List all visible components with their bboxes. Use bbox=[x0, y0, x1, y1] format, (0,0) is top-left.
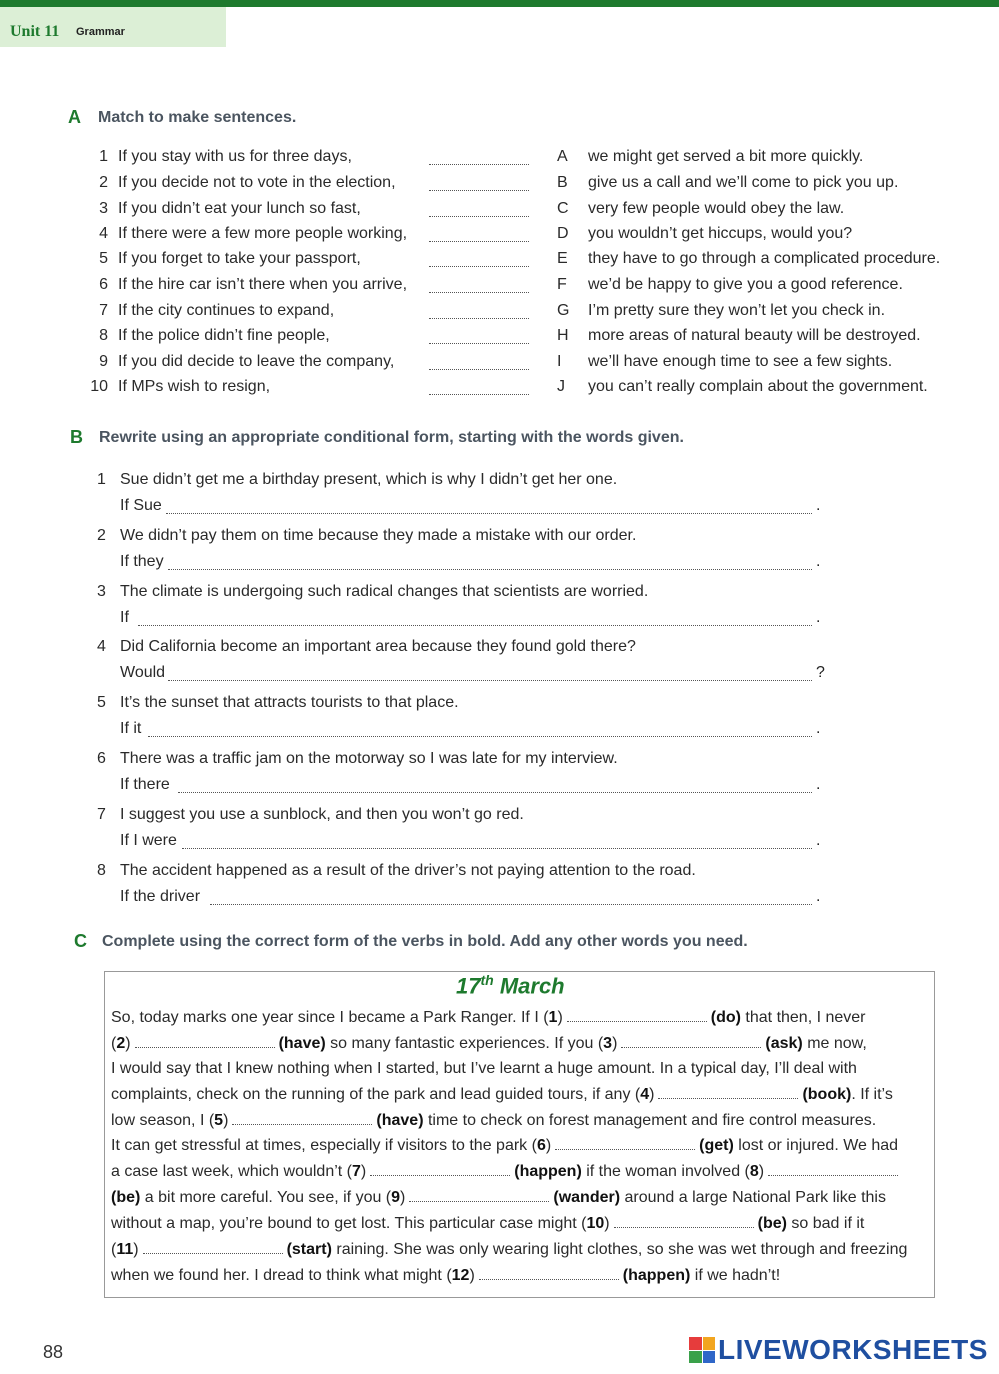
end-punctuation: . bbox=[816, 609, 821, 626]
option-text: you wouldn’t get hiccups, would you? bbox=[588, 225, 853, 242]
answer-blank[interactable] bbox=[429, 204, 529, 217]
item-number: 7 bbox=[97, 806, 106, 823]
brand-logo bbox=[689, 1334, 988, 1366]
item-number: 1 bbox=[97, 471, 106, 488]
match-sentence: If there were a few more people working, bbox=[118, 225, 408, 242]
answer-blank[interactable] bbox=[429, 254, 529, 267]
diary-line: So, today marks one year since I became a Park Ranger. If I (1) (do) that then, I never bbox=[111, 1009, 866, 1026]
match-sentence: If the police didn’t fine people, bbox=[118, 327, 330, 344]
option-text: more areas of natural beauty will be destroyed. bbox=[588, 327, 921, 344]
rewrite-start: If it bbox=[120, 720, 142, 737]
gap-6[interactable] bbox=[555, 1139, 695, 1150]
unit-label: Unit 11 bbox=[10, 23, 60, 40]
rewrite-answer-line[interactable] bbox=[148, 724, 812, 737]
rewrite-start: If they bbox=[120, 553, 164, 570]
rewrite-sentence: The climate is undergoing such radical changes that scientists are worried. bbox=[120, 583, 649, 600]
top-bar bbox=[0, 0, 999, 7]
diary-line: a case last week, which wouldn’t (7) (happen) if the woman involved (8) bbox=[111, 1163, 902, 1181]
page-number: 88 bbox=[43, 1342, 64, 1362]
rewrite-start: If I were bbox=[120, 832, 177, 849]
rewrite-sentence: Sue didn’t get me a birthday present, which is why I didn’t get her one. bbox=[120, 471, 618, 488]
end-punctuation: ? bbox=[816, 664, 825, 681]
diary-line: (2) (have) so many fantastic experiences. If you (3) (ask) me now, bbox=[111, 1035, 867, 1052]
answer-blank[interactable] bbox=[429, 229, 529, 242]
option-text: give us a call and we’ll come to pick you up. bbox=[588, 174, 899, 191]
option-text: you can’t really complain about the government. bbox=[588, 378, 928, 395]
diary-date: 17th March bbox=[456, 972, 565, 999]
item-number: 8 bbox=[97, 862, 106, 879]
item-number: 2 bbox=[99, 174, 108, 191]
gap-5[interactable] bbox=[232, 1114, 372, 1125]
gap-11[interactable] bbox=[143, 1243, 283, 1254]
option-text: we might get served a bit more quickly. bbox=[588, 148, 864, 165]
match-sentence: If you decide not to vote in the election, bbox=[118, 174, 396, 191]
match-sentence: If you did decide to leave the company, bbox=[118, 353, 395, 370]
item-number: 6 bbox=[97, 750, 106, 767]
item-number: 9 bbox=[99, 353, 108, 370]
gap-12[interactable] bbox=[479, 1269, 619, 1280]
item-number: 4 bbox=[99, 225, 108, 242]
item-number: 3 bbox=[99, 200, 108, 217]
diary-line: complaints, check on the running of the park and lead guided tours, if any (4) (book). If it’s bbox=[111, 1086, 893, 1103]
diary-line: without a map, you’re bound to get lost. This particular case might (10) (be) so bad if it bbox=[111, 1215, 865, 1232]
item-number: 5 bbox=[97, 694, 106, 711]
end-punctuation: . bbox=[816, 776, 821, 793]
answer-blank[interactable] bbox=[429, 382, 529, 395]
end-punctuation: . bbox=[816, 497, 821, 514]
item-number: 2 bbox=[97, 527, 106, 544]
option-text: we’d be happy to give you a good reference. bbox=[588, 276, 903, 293]
item-number: 4 bbox=[97, 638, 106, 655]
gap-9[interactable] bbox=[409, 1191, 549, 1202]
rewrite-sentence: It’s the sunset that attracts tourists to that place. bbox=[120, 694, 459, 711]
option-letter: D bbox=[557, 225, 569, 242]
match-sentence: If the city continues to expand, bbox=[118, 302, 335, 319]
rewrite-start: Would bbox=[120, 664, 166, 681]
match-sentence: If MPs wish to resign, bbox=[118, 378, 271, 395]
option-letter: B bbox=[557, 174, 568, 191]
liveworksheets-icon bbox=[689, 1337, 715, 1363]
answer-blank[interactable] bbox=[429, 178, 529, 191]
end-punctuation: . bbox=[816, 720, 821, 737]
section-c-letter: C bbox=[74, 931, 87, 951]
option-letter: A bbox=[557, 148, 568, 165]
rewrite-answer-line[interactable] bbox=[210, 892, 812, 905]
brand-name: LIVEWORKSHEETS bbox=[718, 1334, 988, 1365]
end-punctuation: . bbox=[816, 553, 821, 570]
rewrite-start: If the driver bbox=[120, 888, 201, 905]
rewrite-answer-line[interactable] bbox=[168, 557, 812, 570]
diary-line: (11) (start) raining. She was only wearing light clothes, so she was wet through and freezing bbox=[111, 1241, 908, 1258]
option-letter: G bbox=[557, 302, 570, 319]
diary-line: when we found her. I dread to think what might (12) (happen) if we hadn’t! bbox=[111, 1267, 781, 1284]
gap-4[interactable] bbox=[658, 1088, 798, 1099]
match-sentence: If you stay with us for three days, bbox=[118, 148, 352, 165]
rewrite-sentence: I suggest you use a sunblock, and then you won’t go red. bbox=[120, 806, 524, 823]
item-number: 1 bbox=[99, 148, 108, 165]
rewrite-start: If bbox=[120, 609, 129, 626]
diary-line: I would say that I knew nothing when I started, but I’ve learnt a huge amount. In a typical day, I’ll deal with bbox=[111, 1060, 857, 1077]
option-letter: I bbox=[557, 353, 562, 370]
answer-blank[interactable] bbox=[429, 357, 529, 370]
section-label: Grammar bbox=[76, 26, 125, 38]
gap-3[interactable] bbox=[621, 1037, 761, 1048]
section-b-title: Rewrite using an appropriate conditional form, starting with the words given. bbox=[99, 429, 684, 446]
answer-blank[interactable] bbox=[429, 331, 529, 344]
diary-line: (be) a bit more careful. You see, if you (9) (wander) around a large National Park like this bbox=[111, 1189, 886, 1206]
option-text: they have to go through a complicated procedure. bbox=[588, 250, 941, 267]
rewrite-sentence: There was a traffic jam on the motorway so I was late for my interview. bbox=[120, 750, 618, 767]
rewrite-answer-line[interactable] bbox=[168, 668, 812, 681]
option-text: very few people would obey the law. bbox=[588, 200, 845, 217]
item-number: 6 bbox=[99, 276, 108, 293]
section-a-title: Match to make sentences. bbox=[98, 109, 297, 126]
end-punctuation: . bbox=[816, 888, 821, 905]
option-letter: H bbox=[557, 327, 569, 344]
option-letter: C bbox=[557, 200, 569, 217]
gap-10[interactable] bbox=[614, 1217, 754, 1228]
rewrite-sentence: The accident happened as a result of the driver’s not paying attention to the road. bbox=[120, 862, 696, 879]
section-b-letter: B bbox=[70, 427, 83, 447]
answer-blank[interactable] bbox=[429, 152, 529, 165]
match-sentence: If the hire car isn’t there when you arrive, bbox=[118, 276, 408, 293]
rewrite-sentence: Did California become an important area because they found gold there? bbox=[120, 638, 636, 655]
answer-blank[interactable] bbox=[429, 306, 529, 319]
rewrite-answer-line[interactable] bbox=[178, 780, 812, 793]
option-letter: J bbox=[557, 378, 565, 395]
gap-8[interactable] bbox=[768, 1165, 898, 1176]
match-sentence: If you didn’t eat your lunch so fast, bbox=[118, 200, 361, 217]
rewrite-answer-line[interactable] bbox=[138, 613, 812, 626]
option-letter: F bbox=[557, 276, 567, 293]
section-c-title: Complete using the correct form of the verbs in bold. Add any other words you need. bbox=[102, 933, 748, 950]
diary-line: It can get stressful at times, especially if visitors to the park (6) (get) lost or injured. We had bbox=[111, 1137, 899, 1154]
option-text: we’ll have enough time to see a few sights. bbox=[588, 353, 893, 370]
rewrite-answer-line[interactable] bbox=[166, 501, 812, 514]
rewrite-sentence: We didn’t pay them on time because they made a mistake with our order. bbox=[120, 527, 637, 544]
end-punctuation: . bbox=[816, 832, 821, 849]
option-text: I’m pretty sure they won’t let you check in. bbox=[588, 302, 886, 319]
gap-7[interactable] bbox=[370, 1165, 510, 1176]
rewrite-start: If Sue bbox=[120, 497, 162, 514]
section-a-letter: A bbox=[68, 107, 81, 127]
rewrite-start: If there bbox=[120, 776, 170, 793]
gap-2[interactable] bbox=[135, 1037, 275, 1048]
item-number: 3 bbox=[97, 583, 106, 600]
option-letter: E bbox=[557, 250, 568, 267]
gap-1[interactable] bbox=[567, 1011, 707, 1022]
unit-tab bbox=[0, 7, 226, 47]
item-number: 5 bbox=[99, 250, 108, 267]
item-number: 7 bbox=[99, 302, 108, 319]
match-sentence: If you forget to take your passport, bbox=[118, 250, 361, 267]
item-number: 10 bbox=[90, 378, 108, 395]
diary-line: low season, I (5) (have) time to check on forest management and fire control measures. bbox=[111, 1112, 877, 1129]
rewrite-answer-line[interactable] bbox=[182, 836, 812, 849]
answer-blank[interactable] bbox=[429, 280, 529, 293]
item-number: 8 bbox=[99, 327, 108, 344]
